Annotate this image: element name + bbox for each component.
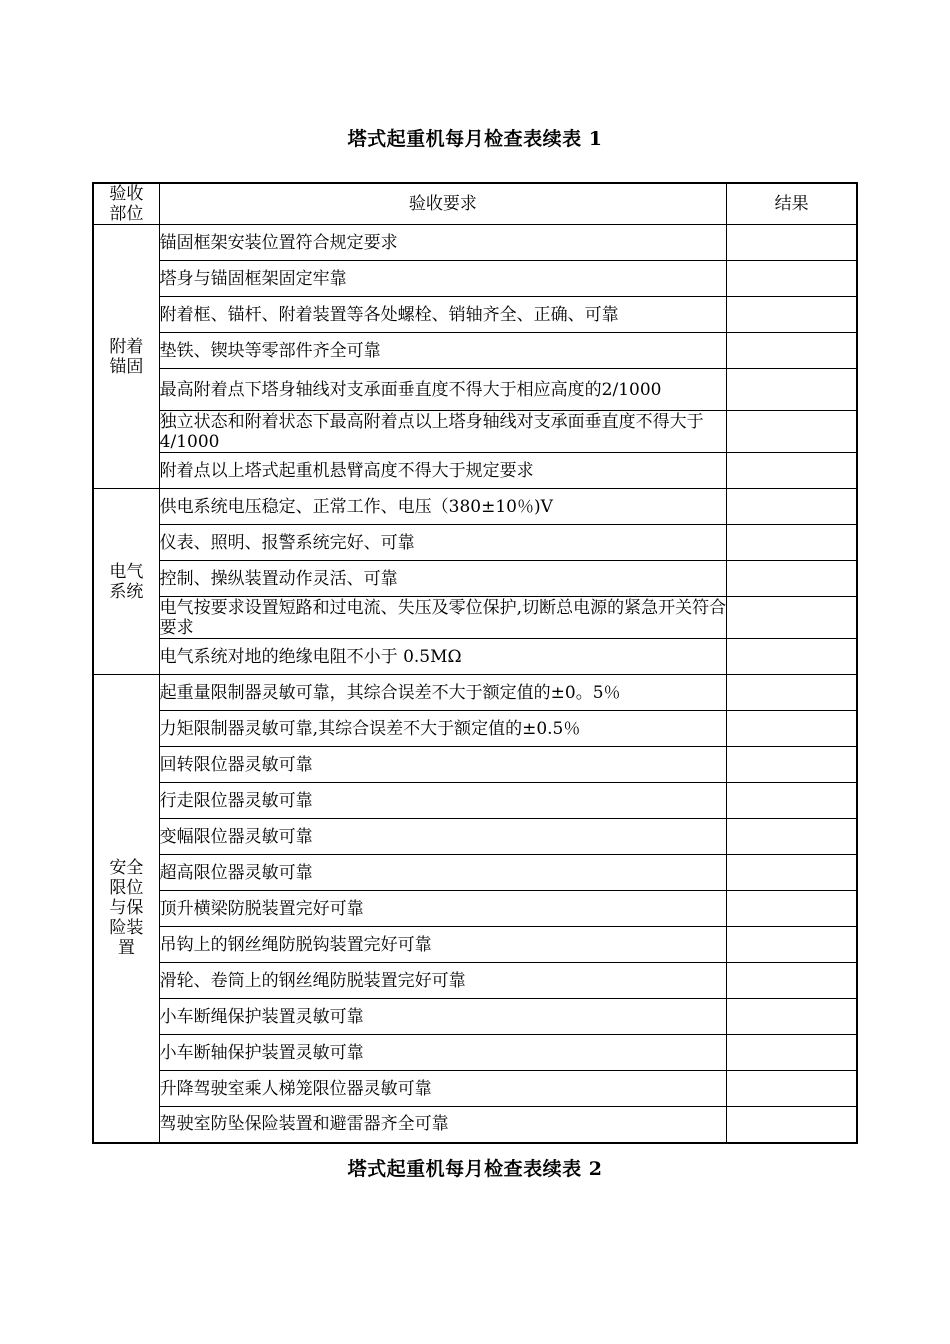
result-cell[interactable] (727, 747, 857, 783)
requirement-cell: 超高限位器灵敏可靠 (159, 855, 726, 891)
result-cell[interactable] (727, 261, 857, 297)
result-cell[interactable] (727, 333, 857, 369)
result-cell[interactable] (727, 525, 857, 561)
table-row (93, 999, 857, 1035)
table-row (93, 747, 857, 783)
table-row (93, 783, 857, 819)
table-row (93, 261, 857, 297)
requirement-cell: 行走限位器灵敏可靠 (159, 783, 726, 819)
requirement-cell: 起重量限制器灵敏可靠，其综合误差不大于额定值的±0。5％ (159, 675, 726, 711)
result-cell[interactable] (727, 561, 857, 597)
table-row (93, 1035, 857, 1071)
table-row (93, 369, 857, 411)
requirement-cell: 变幅限位器灵敏可靠 (159, 819, 726, 855)
requirement-cell: 升降驾驶室乘人梯笼限位器灵敏可靠 (159, 1071, 726, 1107)
requirement-cell: 锚固框架安装位置符合规定要求 (159, 225, 726, 261)
result-cell[interactable] (727, 1035, 857, 1071)
table-row (93, 1107, 857, 1143)
table-row (93, 333, 857, 369)
result-cell[interactable] (727, 891, 857, 927)
requirement-cell: 供电系统电压稳定、正常工作、电压（380±10％)V (159, 489, 726, 525)
result-cell[interactable] (727, 927, 857, 963)
requirement-cell: 电气按要求设置短路和过电流、失压及零位保护,切断总电源的紧急开关符合要求 (159, 597, 727, 638)
result-cell[interactable] (727, 597, 857, 639)
page-title: 塔式起重机每月检查表续表 1 (347, 128, 603, 150)
result-cell[interactable] (727, 489, 857, 525)
section-title: 塔式起重机每月检查表续表 2 (347, 1158, 603, 1180)
requirement-cell: 顶升横梁防脱装置完好可靠 (159, 891, 726, 927)
result-cell[interactable] (727, 711, 857, 747)
requirement-cell: 附着框、锚杆、附着装置等各处螺栓、销轴齐全、正确、可靠 (159, 297, 726, 333)
inspection-table (92, 182, 858, 1144)
table-row (93, 1071, 857, 1107)
group-part-cell: 电气系统 (93, 489, 159, 675)
requirement-cell: 回转限位器灵敏可靠 (159, 747, 726, 783)
requirement-cell: 垫铁、锲块等零部件齐全可靠 (159, 333, 726, 369)
result-cell[interactable] (727, 855, 857, 891)
table-row (93, 855, 857, 891)
requirement-cell: 仪表、照明、报警系统完好、可靠 (159, 525, 726, 561)
header-result: 结果 (727, 183, 857, 225)
requirement-cell: 塔身与锚固框架固定牢靠 (159, 261, 726, 297)
requirement-cell: 滑轮、卷筒上的钢丝绳防脱装置完好可靠 (159, 963, 726, 999)
table-row (93, 963, 857, 999)
result-cell[interactable] (727, 369, 857, 411)
result-cell[interactable] (727, 639, 857, 675)
table-row (93, 711, 857, 747)
requirement-cell: 吊钩上的钢丝绳防脱钩装置完好可靠 (159, 927, 726, 963)
result-cell[interactable] (727, 675, 857, 711)
requirement-cell: 最高附着点下塔身轴线对支承面垂直度不得大于相应高度的2/1000 (159, 369, 726, 411)
table-row (93, 561, 857, 597)
result-cell[interactable] (727, 783, 857, 819)
result-cell[interactable] (727, 225, 857, 261)
result-cell[interactable] (727, 963, 857, 999)
table-row (93, 489, 857, 525)
group-part-cell: 附着锚固 (93, 225, 159, 489)
requirement-cell: 驾驶室防坠保险装置和避雷器齐全可靠 (159, 1107, 726, 1143)
result-cell[interactable] (727, 297, 857, 333)
result-cell[interactable] (727, 999, 857, 1035)
table-row (93, 819, 857, 855)
table-row (93, 597, 857, 639)
header-requirement: 验收要求 (159, 183, 726, 225)
table-row (93, 927, 857, 963)
requirement-cell: 小车断轴保护装置灵敏可靠 (159, 1035, 726, 1071)
result-cell[interactable] (727, 453, 857, 489)
result-cell[interactable] (727, 1107, 857, 1143)
group-part-cell: 安全限位与保险装置 (93, 675, 159, 1143)
result-cell[interactable] (727, 1071, 857, 1107)
table-row (93, 675, 857, 711)
table-row (93, 297, 857, 333)
requirement-cell: 控制、操纵装置动作灵活、可靠 (159, 561, 726, 597)
table-row (93, 639, 857, 675)
requirement-cell: 独立状态和附着状态下最高附着点以上塔身轴线对支承面垂直度不得大于 4/1000 (159, 411, 726, 453)
result-cell[interactable] (727, 411, 857, 453)
requirement-cell: 力矩限制器灵敏可靠,其综合误差不大于额定值的±0.5％ (159, 711, 726, 747)
header-part: 验收部位 (93, 183, 159, 225)
result-cell[interactable] (727, 819, 857, 855)
table-row (93, 225, 857, 261)
table-header-row (93, 183, 857, 225)
table-row (93, 411, 857, 453)
requirement-cell: 附着点以上塔式起重机悬臂高度不得大于规定要求 (159, 453, 726, 489)
requirement-cell: 电气系统对地的绝缘电阻不小于 0.5MΩ (159, 639, 726, 675)
table-row (93, 453, 857, 489)
requirement-cell: 小车断绳保护装置灵敏可靠 (159, 999, 726, 1035)
table-row (93, 891, 857, 927)
table-row (93, 525, 857, 561)
